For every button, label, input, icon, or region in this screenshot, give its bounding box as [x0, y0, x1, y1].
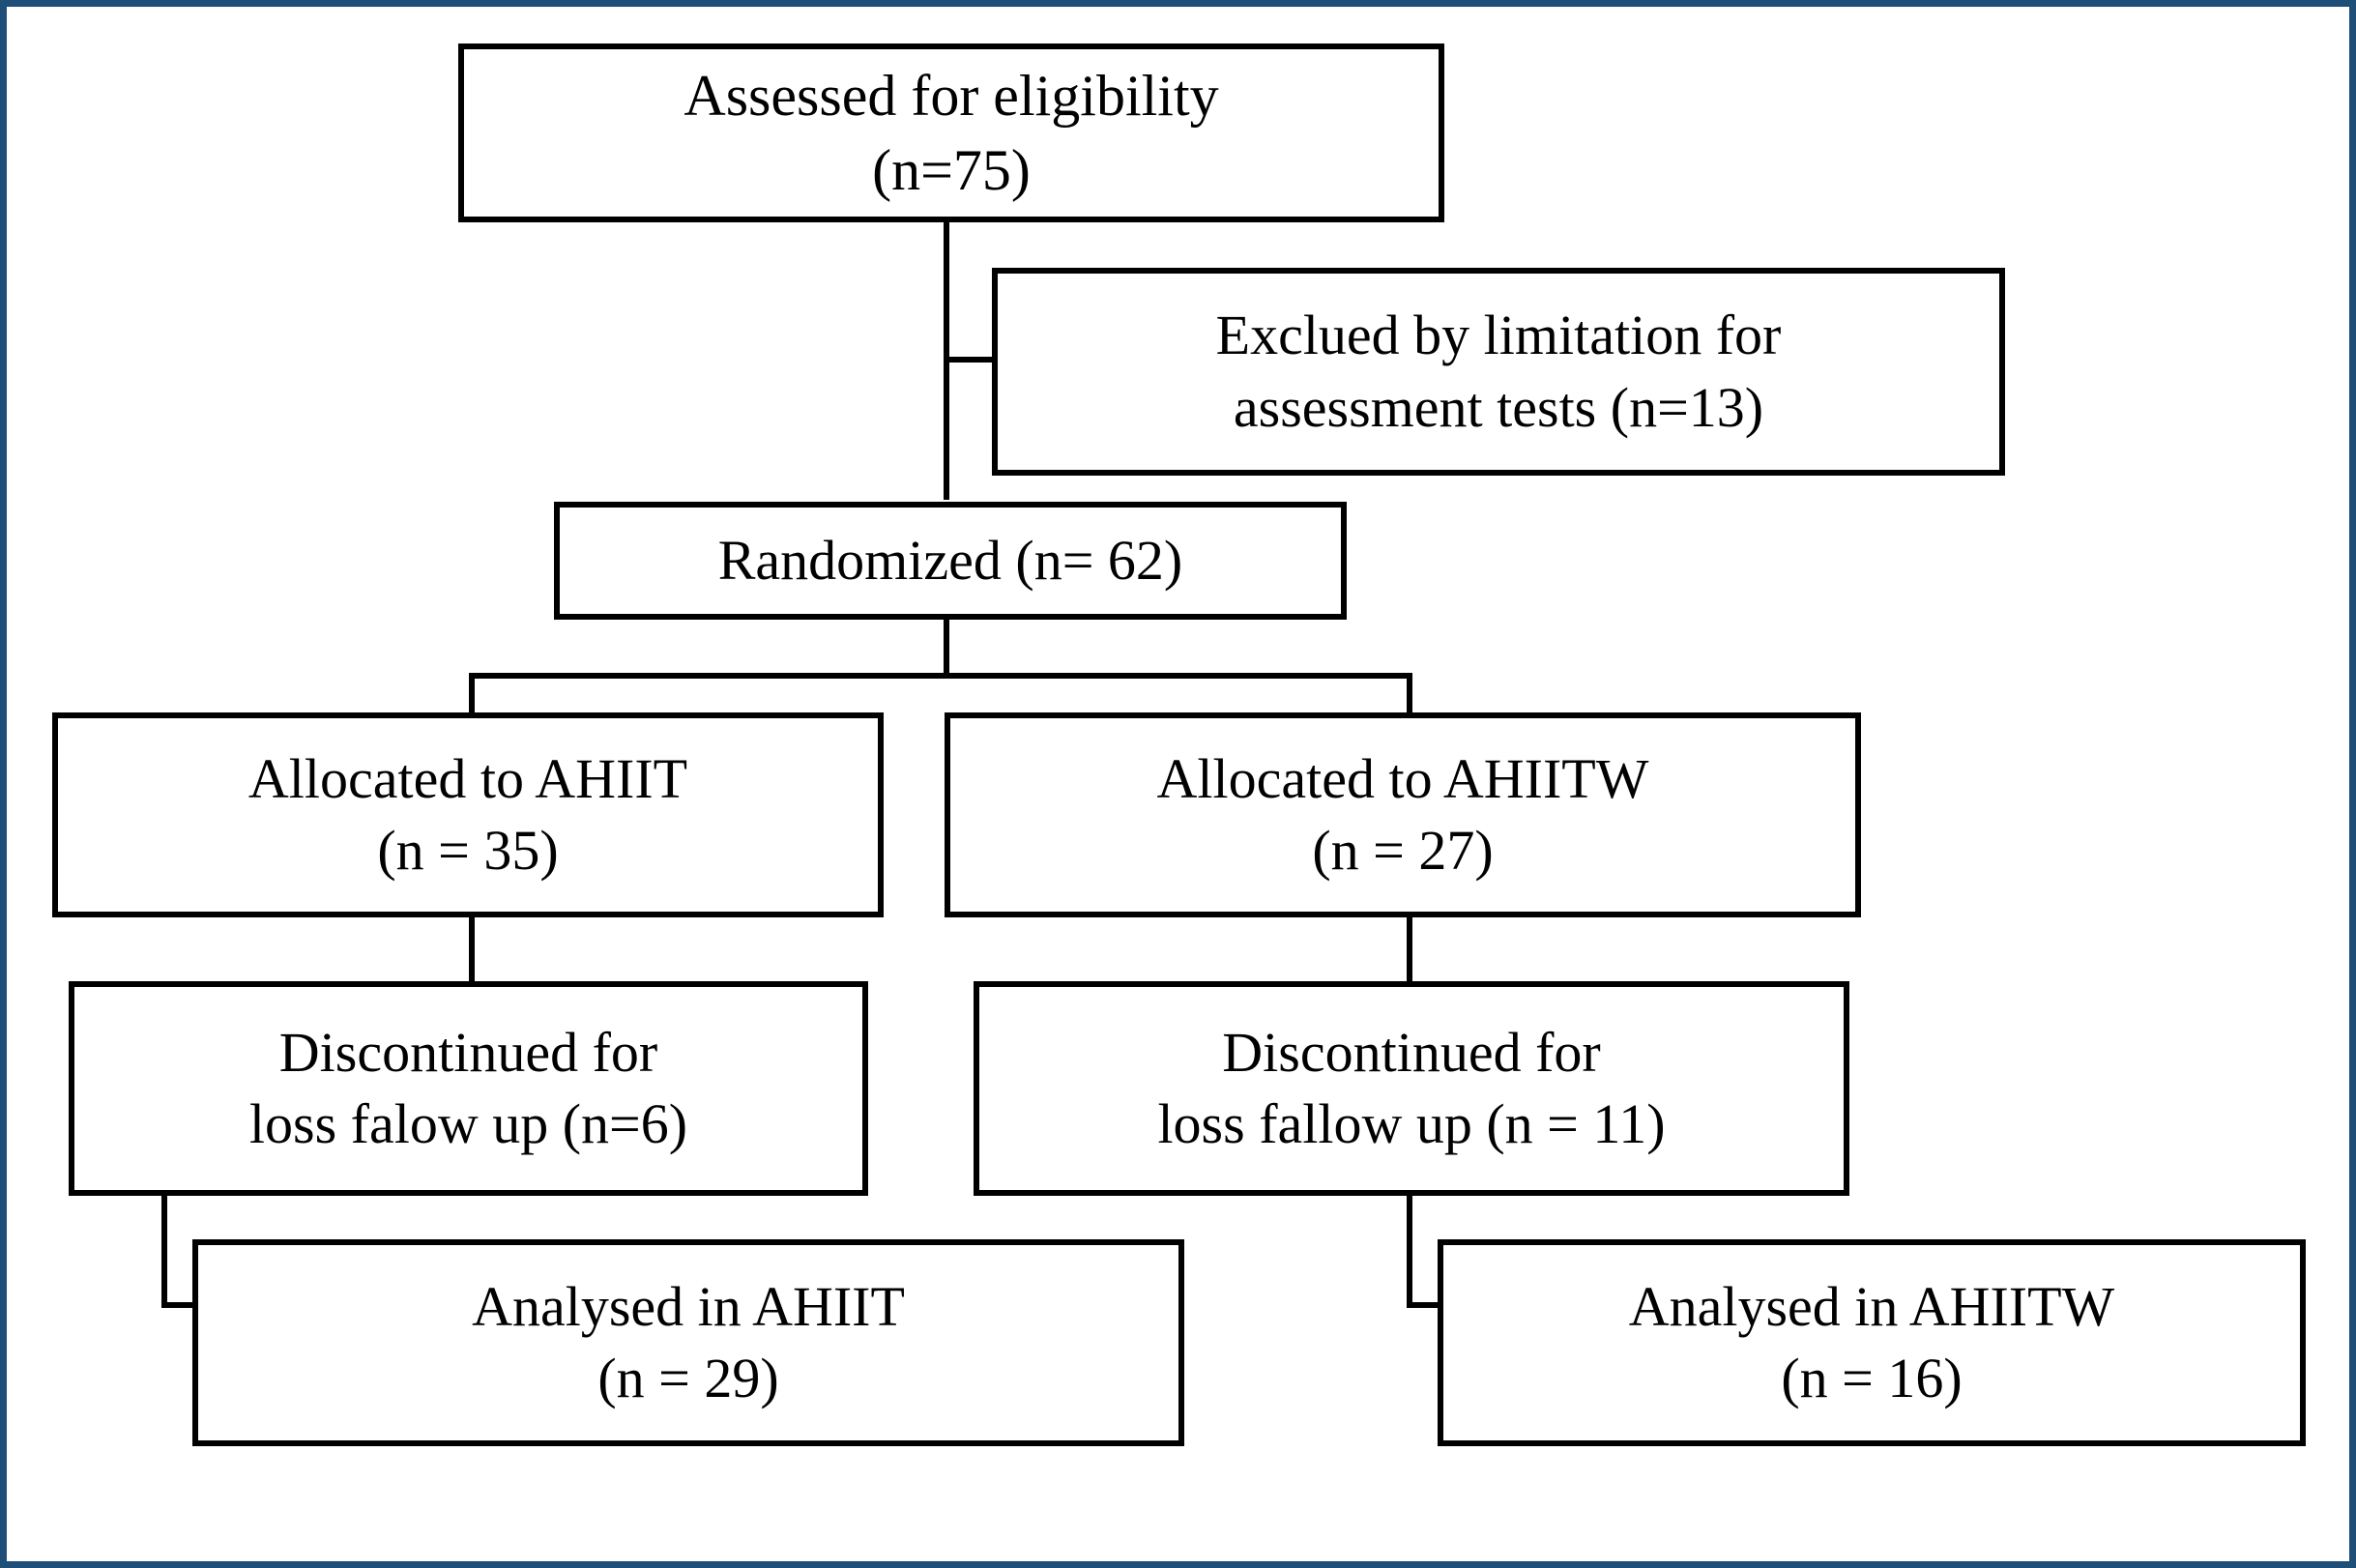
connector-randomized-down [944, 619, 949, 673]
figure-inner-area [7, 7, 2349, 1561]
node-discontinued-ahiitw-line1: Discontinued for [1222, 1020, 1601, 1084]
node-discontinued-ahiitw [974, 981, 1849, 1196]
node-analysed-ahiit [192, 1239, 1184, 1446]
node-allocated-ahiitw-line2: (n = 27) [1312, 819, 1494, 882]
node-randomized [554, 502, 1347, 620]
node-discontinued-ahiit [69, 981, 868, 1196]
node-allocated-ahiitw-line1: Allocated to AHIITW [1156, 746, 1649, 810]
node-allocated-ahiitw [945, 712, 1861, 917]
node-assessed-for-eligibility [458, 44, 1444, 222]
connector-to-allocated-left [469, 673, 475, 713]
connector-allocation-horizontal [469, 673, 1412, 679]
node-analysed-ahiit-line1: Analysed in AHIIT [472, 1274, 905, 1338]
node-discontinued-ahiit-line2: loss falow up (n=6) [248, 1092, 688, 1155]
node-assessed-for-eligibility-line2: (n=75) [872, 137, 1031, 202]
connector-to-allocated-right [1407, 673, 1412, 713]
node-analysed-ahiit-line2: (n = 29) [597, 1347, 779, 1409]
node-discontinued-ahiit-line1: Discontinued for [278, 1020, 658, 1084]
node-analysed-ahiitw [1438, 1239, 2306, 1446]
node-analysed-ahiitw-line1: Analysed in AHIITW [1628, 1274, 2115, 1338]
connector-discontinued-left-to-analysed-left-vertical [161, 1191, 167, 1307]
node-allocated-ahiit-line2: (n = 35) [377, 819, 559, 882]
connector-excluded-stub-vertical [944, 335, 949, 378]
connector-allocated-right-to-discontinued-right [1407, 915, 1412, 983]
node-randomized-line1: Randomized (n= 62) [717, 528, 1183, 592]
node-allocated-ahiit-line1: Allocated to AHIIT [247, 746, 688, 810]
connector-allocated-left-to-discontinued-left [469, 915, 475, 983]
connector-discontinued-right-to-analysed-right-vertical [1407, 1191, 1412, 1307]
node-excluded-line1: Exclued by limitation for [1215, 304, 1782, 367]
node-assessed-for-eligibility-line1: Assessed for eligibility [684, 63, 1219, 128]
node-analysed-ahiitw-line2: (n = 16) [1781, 1347, 1963, 1409]
node-allocated-ahiit [52, 712, 884, 917]
node-excluded [992, 268, 2005, 476]
node-discontinued-ahiitw-line2: loss fallow up (n = 11) [1157, 1092, 1666, 1155]
node-excluded-line2: assessment tests (n=13) [1233, 375, 1764, 439]
